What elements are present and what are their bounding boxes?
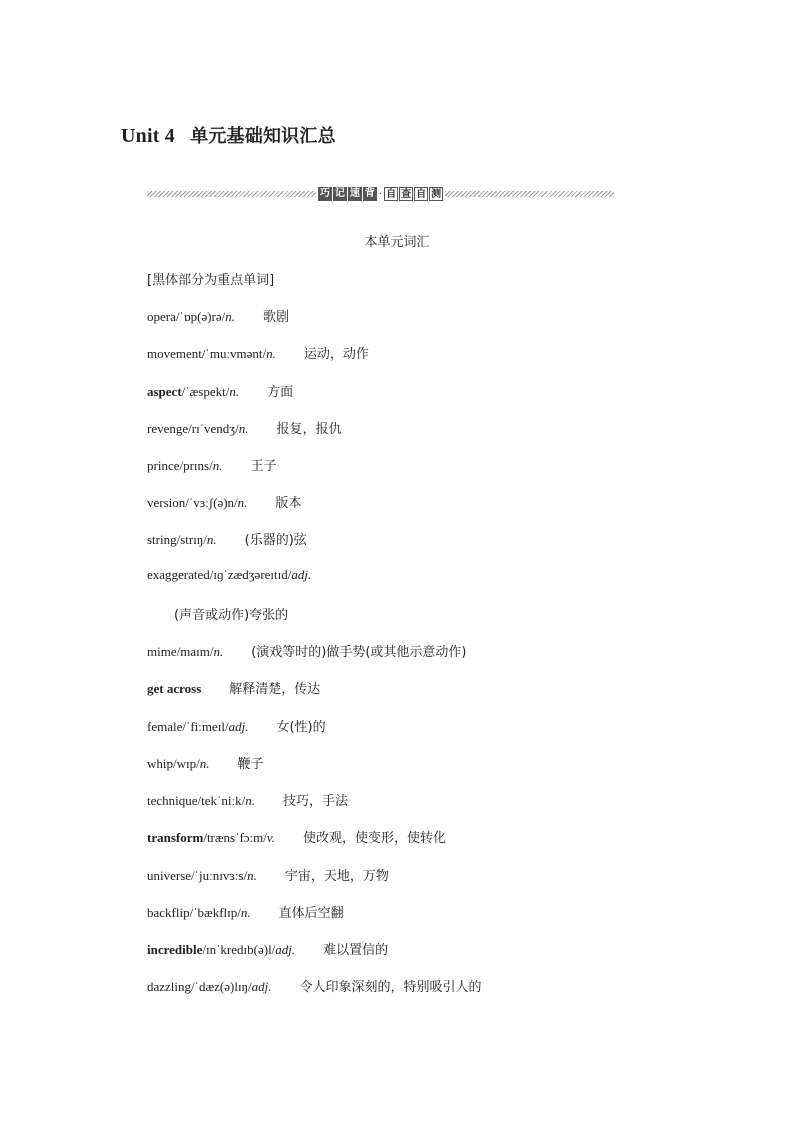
vocab-meaning: 宇宙，天地，万物 xyxy=(284,869,389,884)
badge-selftest xyxy=(384,187,443,201)
vocab-entry xyxy=(147,641,467,660)
vocab-meaning: 直体后空翻 xyxy=(278,906,344,921)
vocab-part-of-speech: adj. xyxy=(251,979,272,994)
vocab-entry xyxy=(147,902,344,921)
vocab-part-of-speech: adj. xyxy=(228,719,249,734)
vocab-meaning-continued: (声音或动作)夸张的 xyxy=(174,608,289,623)
vocab-word: revenge xyxy=(147,421,189,436)
vocab-word: female xyxy=(147,719,183,734)
vocab-phonetic: /prɪns/ xyxy=(179,458,213,473)
vocab-entry xyxy=(147,418,341,437)
vocab-part-of-speech: n. xyxy=(245,793,255,808)
vocab-entry xyxy=(147,716,326,735)
vocab-english xyxy=(147,644,223,660)
vocab-meaning: (乐器的)弦 xyxy=(244,533,307,548)
vocab-english xyxy=(147,793,255,809)
vocab-meaning: (演戏等时的)做手势(或其他示意动作) xyxy=(251,645,467,660)
vocab-english xyxy=(147,495,247,511)
vocab-english xyxy=(147,346,276,362)
vocab-word: incredible xyxy=(147,942,203,957)
vocab-english xyxy=(147,830,275,846)
vocab-meaning: 令人印象深刻的，特别吸引人的 xyxy=(299,980,482,995)
vocab-entry xyxy=(147,678,320,697)
vocab-word: prince xyxy=(147,458,180,473)
vocab-entry xyxy=(147,753,264,772)
vocab-phonetic: /rɪˈvendʒ/ xyxy=(188,421,239,436)
vocab-english xyxy=(147,756,209,772)
vocab-word: whip xyxy=(147,756,173,771)
vocab-word: technique xyxy=(147,793,198,808)
vocab-meaning: 歌剧 xyxy=(263,310,290,325)
vocab-english xyxy=(147,905,251,921)
badge-char: 背 xyxy=(364,188,375,199)
vocab-word: mime xyxy=(147,644,177,659)
vocab-meaning: 技巧，手法 xyxy=(282,794,348,809)
vocab-english xyxy=(147,868,257,884)
badge-char: 自 xyxy=(416,189,427,200)
vocab-entry xyxy=(147,343,369,362)
badge-char: 速 xyxy=(349,188,360,199)
vocab-part-of-speech: n. xyxy=(199,756,210,771)
vocab-english xyxy=(147,421,248,437)
vocab-english xyxy=(147,979,272,995)
vocab-meaning: 难以置信的 xyxy=(323,943,389,958)
vocab-part-of-speech: n. xyxy=(247,868,257,883)
vocab-meaning: 使改观，使变形，使转化 xyxy=(302,831,446,846)
banner-hatch-right xyxy=(445,191,614,197)
vocab-phonetic: /trænsˈfɔːm/ xyxy=(203,830,267,845)
vocab-phonetic: /wɪp/ xyxy=(173,756,200,771)
unit-label: Unit 4 xyxy=(121,125,175,147)
vocab-part-of-speech: n. xyxy=(229,384,240,399)
vocab-part-of-speech: n. xyxy=(238,421,249,436)
vocab-meaning: 女(性)的 xyxy=(276,720,326,735)
vocab-word: aspect xyxy=(147,384,182,399)
badge-char: 测 xyxy=(431,189,442,200)
vocab-word: string xyxy=(147,532,177,547)
vocab-phonetic: /tekˈniːk/ xyxy=(197,793,246,808)
banner-hatch-left xyxy=(147,191,316,197)
vocab-english xyxy=(147,309,235,325)
vocab-phonetic: /maɪm/ xyxy=(176,644,214,659)
vocab-english xyxy=(147,942,295,958)
vocab-english xyxy=(147,458,222,474)
vocab-phonetic: /ɪnˈkredɪb(ə)l/ xyxy=(202,942,276,957)
vocab-phonetic: /ˈjuːnɪvɜːs/ xyxy=(191,868,248,883)
vocab-meaning: 运动，动作 xyxy=(303,347,369,362)
vocab-entry xyxy=(147,492,301,511)
vocab-phonetic: /ˈfiːmeɪl/ xyxy=(182,719,229,734)
page-title xyxy=(121,122,336,148)
vocab-entry xyxy=(147,865,389,884)
vocab-part-of-speech: n. xyxy=(266,346,276,361)
vocab-part-of-speech: n. xyxy=(225,309,236,324)
vocab-entry xyxy=(147,790,348,809)
vocab-meaning: 报复，报仇 xyxy=(276,422,342,437)
vocab-phonetic: /ˈmuːvmənt/ xyxy=(201,346,267,361)
vocab-part-of-speech: v. xyxy=(266,830,275,845)
vocab-entry xyxy=(147,976,482,995)
vocab-word: opera xyxy=(147,309,176,324)
vocab-entry xyxy=(147,827,446,846)
vocab-entry xyxy=(147,529,307,548)
bold-note: [黑体部分为重点单词] xyxy=(147,273,275,288)
vocab-phonetic: /ˈvɜːʃ(ə)n/ xyxy=(185,495,238,510)
vocab-english xyxy=(147,681,201,697)
vocab-english xyxy=(147,719,248,735)
badge-char: 巧 xyxy=(319,188,330,199)
vocab-entry xyxy=(147,567,311,583)
vocab-entry xyxy=(147,455,276,474)
badge-char: 自 xyxy=(386,189,397,200)
vocab-part-of-speech: n. xyxy=(240,905,251,920)
vocab-word: get across xyxy=(147,681,202,696)
vocab-word: exaggerated xyxy=(147,567,210,582)
vocab-phonetic: /ˈæspekt/ xyxy=(181,384,230,399)
vocab-part-of-speech: n. xyxy=(206,532,217,547)
vocab-entry xyxy=(147,306,289,325)
vocab-meaning: 方面 xyxy=(267,385,294,400)
vocab-part-of-speech: adj. xyxy=(291,567,312,582)
vocab-meaning: 版本 xyxy=(275,496,302,511)
section-title: 本单元词汇 xyxy=(364,235,430,250)
vocab-entry xyxy=(147,939,388,958)
vocab-english xyxy=(147,567,311,583)
vocab-meaning: 王子 xyxy=(250,459,277,474)
vocab-part-of-speech: n. xyxy=(237,495,248,510)
vocab-word: movement xyxy=(147,346,202,361)
vocab-word: universe xyxy=(147,868,192,883)
vocab-english xyxy=(147,532,217,548)
badge-char: 查 xyxy=(401,189,412,200)
badge-char: 记 xyxy=(334,188,345,199)
vocab-phonetic: /ˈdæz(ə)lɪŋ/ xyxy=(191,979,252,994)
vocab-phonetic: /ˈbækflɪp/ xyxy=(189,905,241,920)
vocab-phonetic: /ˈɒp(ə)rə/ xyxy=(175,309,226,324)
vocab-english xyxy=(147,384,239,400)
vocab-word: version xyxy=(147,495,186,510)
title-text: 单元基础知识汇总 xyxy=(190,126,336,147)
badge-memorize xyxy=(318,187,377,201)
vocab-part-of-speech: adj. xyxy=(275,942,296,957)
vocab-word: backflip xyxy=(147,905,190,920)
vocab-word: transform xyxy=(147,830,204,845)
vocab-entry xyxy=(147,381,293,400)
vocab-meaning: 鞭子 xyxy=(237,757,264,772)
vocab-part-of-speech: n. xyxy=(212,458,223,473)
vocab-word: dazzling xyxy=(147,979,192,994)
vocab-phonetic: /ɪɡˈzædʒəreɪtɪd/ xyxy=(209,567,292,582)
section-banner xyxy=(147,186,614,202)
vocab-phonetic: /strɪŋ/ xyxy=(176,532,207,547)
vocab-part-of-speech: n. xyxy=(213,644,224,659)
badge-separator: · xyxy=(378,188,383,200)
banner-badge xyxy=(318,187,443,201)
vocab-meaning: 解释清楚，传达 xyxy=(229,682,321,697)
